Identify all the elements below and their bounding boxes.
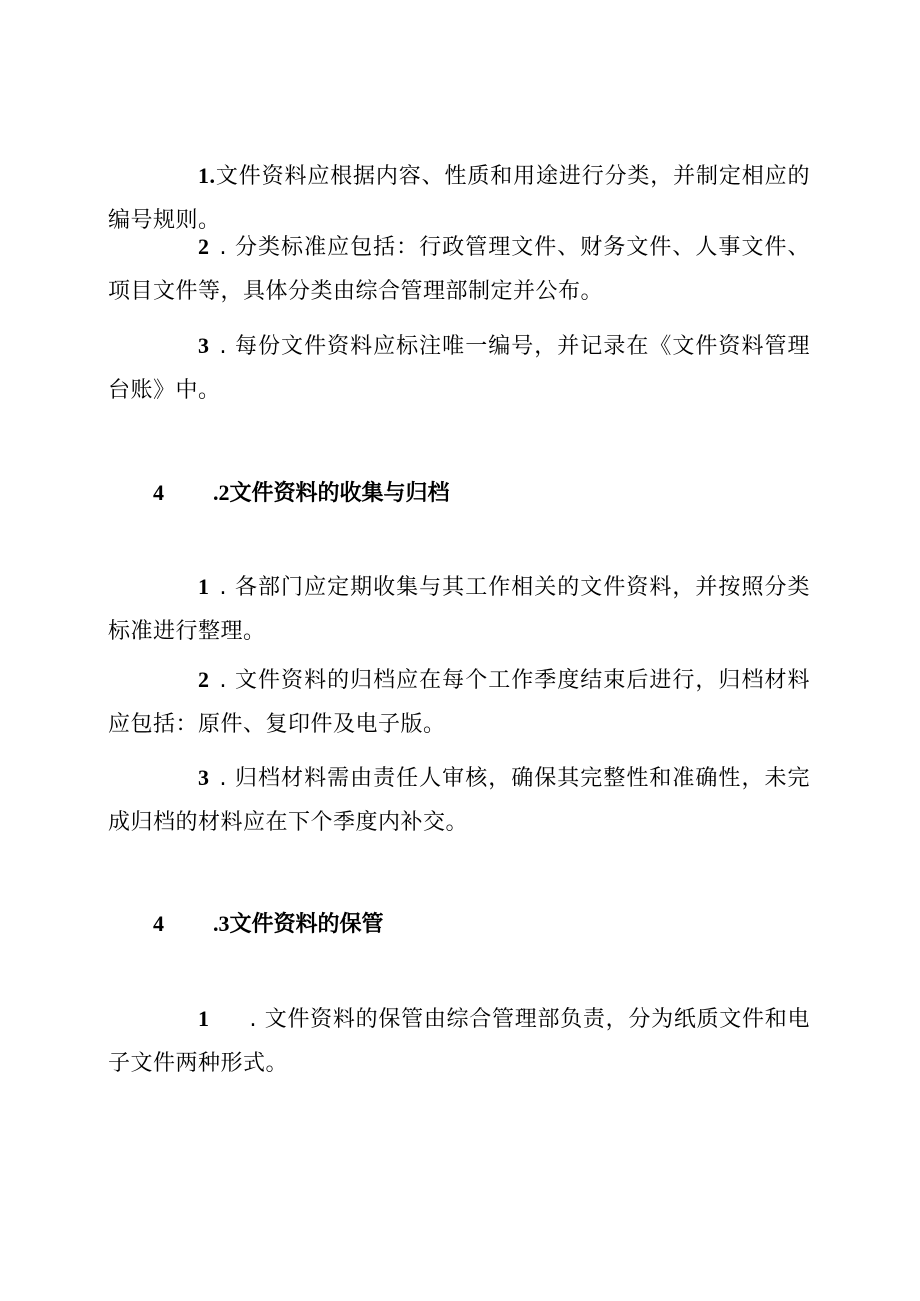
item-number: 2 <box>198 234 210 259</box>
section-heading <box>153 902 384 947</box>
list-item <box>108 658 810 747</box>
item-text: . 每份文件资料应标注唯一编号，并记录在《文件资料管理台账》中。 <box>108 334 810 403</box>
item-text: . 归档材料需由责任人审核，确保其完整性和准确性，未完成归档的材料应在下个季度内补交。 <box>108 766 810 835</box>
item-text: 文件资料应根据内容、性质和用途进行分类，并制定相应的编号规则。 <box>108 164 810 233</box>
section-heading <box>153 471 450 516</box>
item-number: 3 <box>198 333 210 358</box>
list-item <box>108 565 810 654</box>
heading-number: 4 <box>153 911 164 936</box>
item-text: . 各部门应定期收集与其工作相关的文件资料，并按照分类标准进行整理。 <box>108 575 810 644</box>
heading-title <box>213 481 450 506</box>
item-number: 1 <box>198 1006 210 1031</box>
item-text: . 分类标准应包括：行政管理文件、财务文件、人事文件、项目文件等，具体分类由综合管理部制定并公布。 <box>108 235 810 304</box>
item-text: . 文件资料的归档应在每个工作季度结束后进行，归档材料应包括：原件、复印件及电子版。 <box>108 668 810 737</box>
list-item <box>108 756 810 845</box>
list-item <box>108 324 810 413</box>
heading-subnumber: .3 <box>213 911 230 936</box>
heading-text: 文件资料的保管 <box>229 912 384 937</box>
item-text: . 文件资料的保管由综合管理部负责，分为纸质文件和电子文件两种形式。 <box>108 1007 810 1076</box>
item-number: 1 <box>198 574 210 599</box>
item-number: 1. <box>198 163 216 188</box>
heading-title <box>213 912 384 937</box>
item-number: 2 <box>198 667 210 692</box>
heading-subnumber: .2 <box>213 480 230 505</box>
item-number: 3 <box>198 765 210 790</box>
list-item <box>108 997 810 1086</box>
list-item <box>108 225 810 314</box>
heading-number: 4 <box>153 480 164 505</box>
heading-text: 文件资料的收集与归档 <box>229 481 450 506</box>
